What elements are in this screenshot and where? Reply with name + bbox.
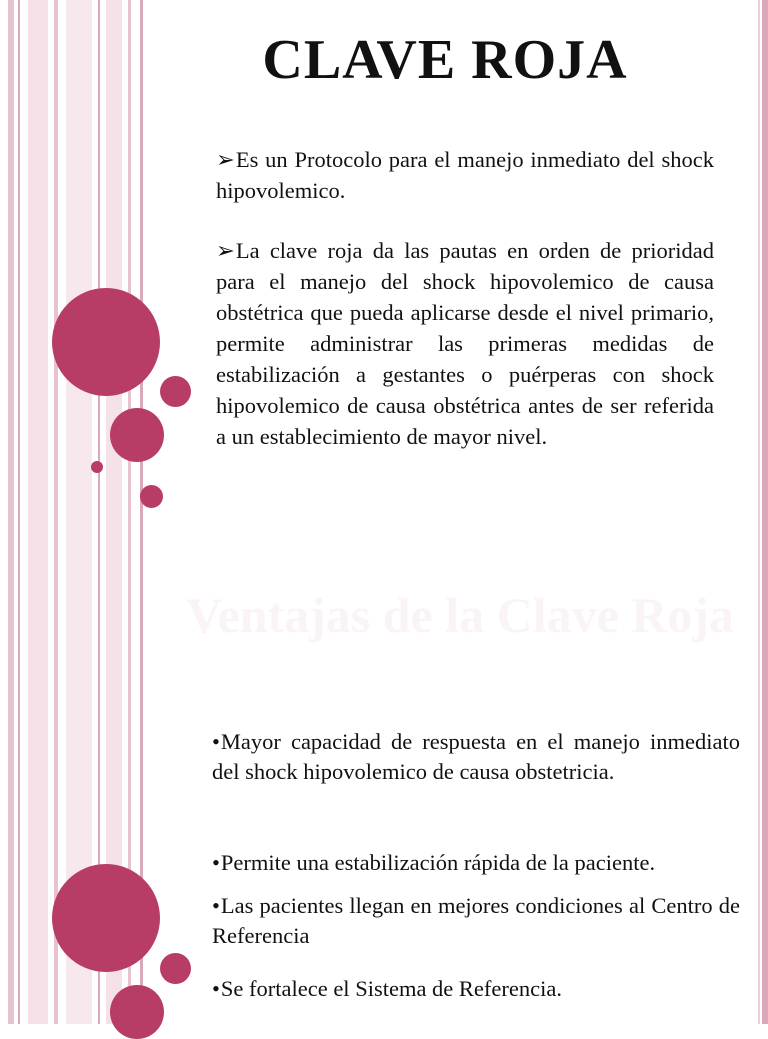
bullet-dot-icon: • <box>212 976 220 1001</box>
decorative-circle <box>160 953 191 984</box>
decorative-circle <box>91 461 103 473</box>
stripe <box>140 0 143 1024</box>
decorative-circle <box>110 985 164 1039</box>
advantage-item <box>212 848 740 878</box>
stripe <box>54 0 58 1024</box>
decorative-circle <box>110 408 164 462</box>
decorative-circle <box>160 376 191 407</box>
advantage-item <box>212 891 740 951</box>
stripe <box>18 0 20 1024</box>
advantage-text: Permite una estabilización rápida de la paciente. <box>220 850 656 875</box>
decorative-circle <box>140 485 163 508</box>
bullet-dot-icon: • <box>212 729 220 754</box>
advantage-item <box>212 974 740 1004</box>
right-edge-stripe <box>762 0 768 1024</box>
right-edge-stripe-inner <box>758 0 760 1024</box>
decorative-circle <box>52 864 160 972</box>
page-title: CLAVE ROJA <box>262 29 628 91</box>
arrow-bullet-icon: ➢ <box>216 147 235 172</box>
advantage-text: Las pacientes llegan en mejores condiciones al Centro de Referencia <box>212 893 740 948</box>
decorative-circle <box>52 288 160 396</box>
bullet-dot-icon: • <box>212 893 220 918</box>
advantage-text: Se fortalece el Sistema de Referencia. <box>220 976 562 1001</box>
intro-point-text: Es un Protocolo para el manejo inmediato del shock hipovolemico. <box>216 147 714 203</box>
advantage-text: Mayor capacidad de respuesta en el manejo inmediato del shock hipovolemico de causa obstetricia. <box>212 729 740 784</box>
intro-point-text: La clave roja da las pautas en orden de prioridad para el manejo del shock hipovolemico de causa obstétrica que pueda aplicarse desde el nivel primario, permite administrar las primeras medidas de estabilización a gestantes o puérperas con shock hipovolemico de causa obstétrica antes de ser referida a un establecimiento de mayor nivel. <box>216 238 714 449</box>
intro-point <box>216 235 714 452</box>
intro-point <box>216 144 714 206</box>
bullet-dot-icon: • <box>212 850 220 875</box>
stripe <box>28 0 48 1024</box>
advantage-item <box>212 727 740 787</box>
arrow-bullet-icon: ➢ <box>216 238 235 263</box>
stripe <box>8 0 14 1024</box>
advantages-heading: Ventajas de la Clave Roja <box>185 587 735 643</box>
